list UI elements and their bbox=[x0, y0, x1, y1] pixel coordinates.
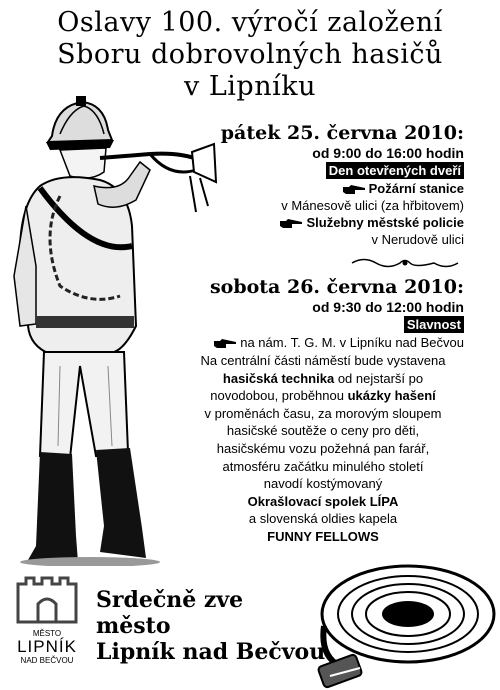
day2-date: sobota 26. června 2010: bbox=[209, 276, 464, 298]
desc-line: hasičskému vozu požehná pan farář, bbox=[216, 440, 430, 456]
desc-line: navodí kostýmovaný bbox=[263, 476, 383, 492]
day1-place2-name: Služebny městské policie bbox=[306, 215, 464, 230]
day1-date: pátek 25. června 2010: bbox=[220, 122, 464, 144]
logo-small-bottom: NAD BEČVOU bbox=[20, 656, 74, 665]
desc-bold: hasičská technika bbox=[222, 370, 335, 386]
day2-time: od 9:30 do 12:00 hodin bbox=[312, 299, 464, 315]
day1-event-badge: Den otevřených dveří bbox=[326, 162, 464, 179]
desc-line: v proměnách času, za morovým sloupem bbox=[204, 405, 442, 421]
day2-place: na nám. T. G. M. v Lipníku nad Bečvou bbox=[240, 335, 464, 350]
ornamental-divider bbox=[350, 256, 460, 270]
logo-small-top: MĚSTO bbox=[32, 629, 62, 638]
desc-line: Na centrální části náměstí bude vystavena bbox=[200, 353, 446, 368]
day1-time: od 9:00 do 16:00 hodin bbox=[312, 145, 464, 161]
invitation-text bbox=[96, 587, 325, 665]
castle-tower-icon bbox=[12, 574, 82, 624]
logo-name: LIPNÍK bbox=[17, 637, 77, 656]
desc-bold: ukázky hašení bbox=[347, 388, 436, 404]
day1-place2-address: v Nerudově ulici bbox=[371, 232, 464, 247]
desc-line: novodobou, proběhnou bbox=[210, 388, 348, 404]
fire-hose-illustration bbox=[300, 556, 500, 690]
invitation-line-1: Srdečně zve bbox=[96, 587, 244, 613]
desc-bold: FUNNY FELLOWS bbox=[267, 528, 379, 544]
day2-event-badge: Slavnost bbox=[404, 316, 464, 333]
title-line-3: v Lipníku bbox=[184, 71, 316, 102]
pointing-hand-icon bbox=[280, 218, 304, 230]
desc-line: hasičské soutěže o ceny pro děti, bbox=[226, 423, 420, 439]
desc-bold: Okrašlovací spolek LÍPA bbox=[247, 493, 399, 509]
invitation-line-2: město bbox=[96, 613, 171, 639]
invitation-line-3: Lipník nad Bečvou bbox=[96, 639, 326, 665]
day1-place1-name: Požární stanice bbox=[368, 181, 464, 196]
pointing-hand-icon bbox=[214, 338, 238, 350]
day1-place1-address: v Mánesově ulici (za hřbitovem) bbox=[281, 198, 464, 213]
title-line-1: Oslavy 100. výročí založení bbox=[57, 7, 443, 38]
description-paragraph bbox=[168, 352, 478, 546]
desc-line: od nejstarší po bbox=[334, 370, 424, 386]
title-line-2: Sboru dobrovolných hasičů bbox=[57, 39, 443, 70]
pointing-hand-icon bbox=[343, 184, 367, 196]
town-logo bbox=[12, 574, 82, 670]
desc-line: atmosféru začátku minulého století bbox=[222, 458, 424, 474]
desc-line: a slovenská oldies kapela bbox=[248, 511, 398, 527]
